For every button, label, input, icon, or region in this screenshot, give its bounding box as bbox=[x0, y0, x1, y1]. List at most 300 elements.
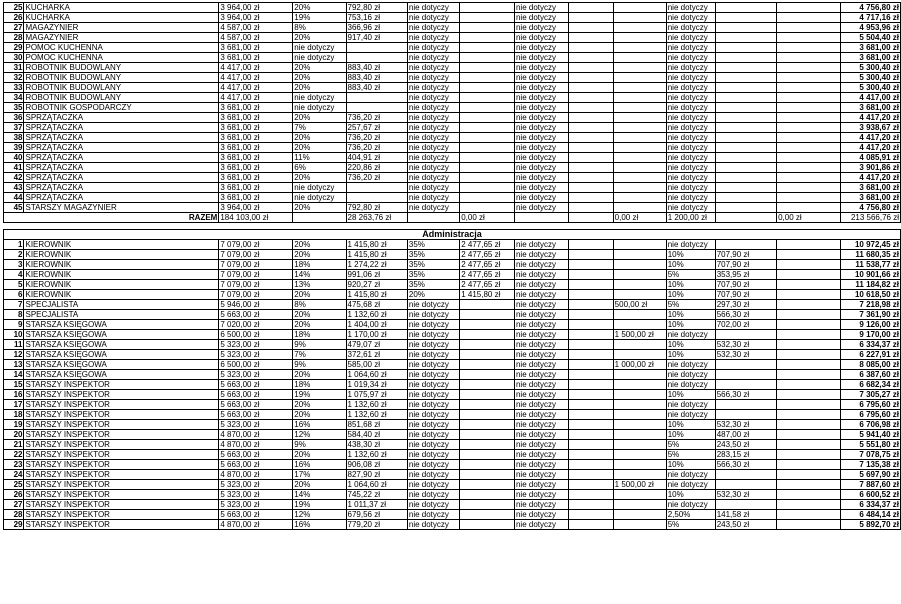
table-cell bbox=[715, 173, 776, 183]
table-cell bbox=[569, 430, 614, 440]
job-title: MAGAZYNIER bbox=[24, 33, 219, 43]
table-cell: nie dotyczy bbox=[666, 163, 715, 173]
table-cell: 7% bbox=[293, 350, 346, 360]
row-number: 8 bbox=[4, 310, 24, 320]
table-cell bbox=[346, 103, 407, 113]
table-cell: 10% bbox=[666, 460, 715, 470]
job-title: SPRZĄTACZKA bbox=[24, 143, 219, 153]
table-cell: nie dotyczy bbox=[407, 380, 459, 390]
job-title: ROBOTNIK GOSPODARCZY bbox=[24, 103, 219, 113]
job-title: SPECJALISTA bbox=[24, 300, 219, 310]
table-cell: 9% bbox=[293, 360, 346, 370]
upper-section-rows bbox=[4, 3, 901, 213]
table-cell: nie dotyczy bbox=[514, 63, 568, 73]
table-cell: 5 323,00 zł bbox=[219, 370, 293, 380]
table-cell: nie dotyczy bbox=[514, 250, 568, 260]
table-row bbox=[4, 53, 901, 63]
table-cell bbox=[613, 250, 666, 260]
table-cell: 220,86 zł bbox=[346, 163, 407, 173]
row-total: 4 417,20 zł bbox=[840, 173, 900, 183]
table-cell: 827,90 zł bbox=[346, 470, 407, 480]
row-total: 7 078,75 zł bbox=[840, 450, 900, 460]
table-cell bbox=[613, 400, 666, 410]
table-cell: nie dotyczy bbox=[514, 440, 568, 450]
job-title: KUCHARKA bbox=[24, 3, 219, 13]
table-cell bbox=[715, 13, 776, 23]
table-cell: nie dotyczy bbox=[514, 270, 568, 280]
table-cell-empty bbox=[777, 350, 840, 360]
table-cell bbox=[460, 320, 515, 330]
table-cell bbox=[460, 193, 515, 203]
table-cell: 883,40 zł bbox=[346, 83, 407, 93]
table-cell bbox=[715, 183, 776, 193]
table-cell: 20% bbox=[407, 290, 459, 300]
table-row bbox=[4, 370, 901, 380]
table-cell: 366,96 zł bbox=[346, 23, 407, 33]
table-cell: nie dotyczy bbox=[407, 43, 459, 53]
table-cell: 3 681,00 zł bbox=[219, 173, 293, 183]
table-cell-empty bbox=[777, 260, 840, 270]
table-cell: 3 964,00 zł bbox=[219, 3, 293, 13]
table-cell: 3 964,00 zł bbox=[219, 203, 293, 213]
table-cell: 20% bbox=[293, 410, 346, 420]
razem-c11-sum: 1 200,00 zł bbox=[666, 213, 715, 223]
table-row bbox=[4, 440, 901, 450]
table-cell-empty bbox=[777, 183, 840, 193]
table-cell bbox=[569, 420, 614, 430]
table-cell bbox=[569, 390, 614, 400]
table-row bbox=[4, 103, 901, 113]
table-cell: nie dotyczy bbox=[407, 430, 459, 440]
table-cell bbox=[460, 133, 515, 143]
table-cell: 2 477,65 zł bbox=[460, 280, 515, 290]
table-row bbox=[4, 320, 901, 330]
table-cell: nie dotyczy bbox=[514, 83, 568, 93]
table-cell: nie dotyczy bbox=[666, 330, 715, 340]
job-title: KIEROWNIK bbox=[24, 280, 219, 290]
table-cell: nie dotyczy bbox=[514, 450, 568, 460]
table-cell: 707,90 zł bbox=[715, 280, 776, 290]
job-title: STARSZA KSIĘGOWA bbox=[24, 320, 219, 330]
table-cell: nie dotyczy bbox=[407, 320, 459, 330]
table-cell: nie dotyczy bbox=[514, 73, 568, 83]
table-cell-empty bbox=[777, 23, 840, 33]
job-title: KIEROWNIK bbox=[24, 240, 219, 250]
table-cell: 584,40 zł bbox=[346, 430, 407, 440]
table-cell: nie dotyczy bbox=[514, 280, 568, 290]
table-cell: nie dotyczy bbox=[666, 173, 715, 183]
row-number: 3 bbox=[4, 260, 24, 270]
row-total: 6 387,60 zł bbox=[840, 370, 900, 380]
table-cell-empty bbox=[777, 450, 840, 460]
table-cell: 243,50 zł bbox=[715, 440, 776, 450]
table-cell: 991,06 zł bbox=[346, 270, 407, 280]
table-row bbox=[4, 3, 901, 13]
table-cell bbox=[715, 53, 776, 63]
job-title: STARSZA KSIĘGOWA bbox=[24, 340, 219, 350]
table-cell: nie dotyczy bbox=[666, 153, 715, 163]
table-cell: nie dotyczy bbox=[514, 173, 568, 183]
table-cell: 1 500,00 zł bbox=[613, 480, 666, 490]
table-cell: 1 415,80 zł bbox=[346, 290, 407, 300]
table-cell: nie dotyczy bbox=[514, 93, 568, 103]
table-cell: nie dotyczy bbox=[407, 390, 459, 400]
row-total: 3 901,86 zł bbox=[840, 163, 900, 173]
table-cell-empty bbox=[777, 280, 840, 290]
row-total: 7 135,38 zł bbox=[840, 460, 900, 470]
table-cell: nie dotyczy bbox=[514, 240, 568, 250]
table-cell: nie dotyczy bbox=[407, 500, 459, 510]
table-cell: 883,40 zł bbox=[346, 63, 407, 73]
table-cell: 917,40 zł bbox=[346, 33, 407, 43]
table-cell bbox=[460, 3, 515, 13]
table-cell: 8% bbox=[293, 23, 346, 33]
table-cell: 1 274,22 zł bbox=[346, 260, 407, 270]
table-cell bbox=[715, 133, 776, 143]
table-row bbox=[4, 290, 901, 300]
job-title: SPRZĄTACZKA bbox=[24, 113, 219, 123]
table-cell: nie dotyczy bbox=[666, 13, 715, 23]
table-cell: 5 323,00 zł bbox=[219, 500, 293, 510]
table-cell bbox=[460, 203, 515, 213]
table-cell: nie dotyczy bbox=[407, 133, 459, 143]
table-cell bbox=[613, 123, 666, 133]
row-number: 22 bbox=[4, 450, 24, 460]
row-number: 27 bbox=[4, 500, 24, 510]
table-cell: 5 663,00 zł bbox=[219, 380, 293, 390]
row-total: 7 887,60 zł bbox=[840, 480, 900, 490]
table-cell: 20% bbox=[293, 310, 346, 320]
table-cell bbox=[715, 3, 776, 13]
table-cell: 7 079,00 zł bbox=[219, 250, 293, 260]
table-cell bbox=[569, 240, 614, 250]
table-cell: nie dotyczy bbox=[407, 13, 459, 23]
table-cell: nie dotyczy bbox=[514, 430, 568, 440]
table-cell-empty bbox=[777, 53, 840, 63]
table-cell: nie dotyczy bbox=[407, 203, 459, 213]
table-cell: nie dotyczy bbox=[514, 460, 568, 470]
table-row bbox=[4, 113, 901, 123]
job-title: STARSZY INSPEKTOR bbox=[24, 470, 219, 480]
row-number: 6 bbox=[4, 290, 24, 300]
table-cell: 8% bbox=[293, 300, 346, 310]
job-title: POMOC KUCHENNA bbox=[24, 43, 219, 53]
table-cell: 6% bbox=[293, 163, 346, 173]
table-cell bbox=[715, 113, 776, 123]
table-cell: 5 663,00 zł bbox=[219, 400, 293, 410]
table-cell: nie dotyczy bbox=[407, 123, 459, 133]
table-cell bbox=[346, 183, 407, 193]
table-cell bbox=[569, 93, 614, 103]
table-cell: 7 079,00 zł bbox=[219, 260, 293, 270]
table-cell: 10% bbox=[666, 280, 715, 290]
table-cell: 18% bbox=[293, 260, 346, 270]
table-row bbox=[4, 380, 901, 390]
table-cell bbox=[613, 270, 666, 280]
table-cell: nie dotyczy bbox=[514, 390, 568, 400]
table-cell: nie dotyczy bbox=[293, 43, 346, 53]
table-cell bbox=[460, 310, 515, 320]
row-total: 6 334,37 zł bbox=[840, 340, 900, 350]
table-row bbox=[4, 73, 901, 83]
table-cell: nie dotyczy bbox=[293, 193, 346, 203]
table-row bbox=[4, 450, 901, 460]
table-cell bbox=[460, 113, 515, 123]
table-cell-empty bbox=[777, 440, 840, 450]
job-title: STARSZY INSPEKTOR bbox=[24, 500, 219, 510]
table-cell: nie dotyczy bbox=[666, 203, 715, 213]
table-cell bbox=[613, 3, 666, 13]
table-cell bbox=[569, 350, 614, 360]
table-cell: nie dotyczy bbox=[514, 520, 568, 530]
table-cell: nie dotyczy bbox=[514, 470, 568, 480]
table-cell bbox=[460, 153, 515, 163]
row-number: 41 bbox=[4, 163, 24, 173]
table-row bbox=[4, 500, 901, 510]
row-total: 6 334,37 zł bbox=[840, 500, 900, 510]
table-row bbox=[4, 520, 901, 530]
table-cell: 4 417,00 zł bbox=[219, 73, 293, 83]
table-cell bbox=[569, 280, 614, 290]
row-number: 19 bbox=[4, 420, 24, 430]
table-cell: 679,56 zł bbox=[346, 510, 407, 520]
row-number: 37 bbox=[4, 123, 24, 133]
row-total: 7 218,98 zł bbox=[840, 300, 900, 310]
table-cell: 736,20 zł bbox=[346, 113, 407, 123]
table-cell bbox=[460, 360, 515, 370]
table-cell-empty bbox=[777, 510, 840, 520]
table-cell bbox=[460, 480, 515, 490]
row-total: 5 697,90 zł bbox=[840, 470, 900, 480]
table-cell bbox=[613, 320, 666, 330]
table-cell: 20% bbox=[293, 83, 346, 93]
table-cell: 3 964,00 zł bbox=[219, 13, 293, 23]
table-cell: 4 587,00 zł bbox=[219, 23, 293, 33]
table-cell: nie dotyczy bbox=[407, 33, 459, 43]
row-number: 43 bbox=[4, 183, 24, 193]
row-total: 4 085,91 zł bbox=[840, 153, 900, 163]
table-cell: nie dotyczy bbox=[666, 93, 715, 103]
job-title: SPRZĄTACZKA bbox=[24, 193, 219, 203]
row-number: 30 bbox=[4, 53, 24, 63]
table-cell: 792,80 zł bbox=[346, 3, 407, 13]
table-cell: nie dotyczy bbox=[407, 113, 459, 123]
table-cell: 20% bbox=[293, 240, 346, 250]
job-title: STARSZY INSPEKTOR bbox=[24, 510, 219, 520]
table-cell: 7% bbox=[293, 123, 346, 133]
table-cell: nie dotyczy bbox=[407, 73, 459, 83]
table-cell-empty bbox=[777, 73, 840, 83]
table-cell bbox=[569, 153, 614, 163]
table-cell: 5 323,00 zł bbox=[219, 350, 293, 360]
table-cell bbox=[613, 370, 666, 380]
table-cell: 5 323,00 zł bbox=[219, 420, 293, 430]
table-cell bbox=[460, 390, 515, 400]
table-cell: nie dotyczy bbox=[293, 103, 346, 113]
table-cell bbox=[569, 490, 614, 500]
table-cell bbox=[460, 163, 515, 173]
table-cell bbox=[460, 450, 515, 460]
razem-total: 213 566,76 zł bbox=[840, 213, 900, 223]
table-cell: 1 170,00 zł bbox=[346, 330, 407, 340]
table-cell bbox=[613, 183, 666, 193]
table-row bbox=[4, 240, 901, 250]
table-cell bbox=[569, 43, 614, 53]
table-cell: nie dotyczy bbox=[407, 450, 459, 460]
table-row bbox=[4, 133, 901, 143]
job-title: SPECJALISTA bbox=[24, 310, 219, 320]
salary-table bbox=[3, 2, 901, 530]
table-cell: nie dotyczy bbox=[514, 53, 568, 63]
table-cell: 12% bbox=[293, 430, 346, 440]
job-title: ROBOTNIK BUDOWLANY bbox=[24, 93, 219, 103]
table-cell bbox=[715, 73, 776, 83]
table-cell-empty bbox=[777, 163, 840, 173]
table-cell bbox=[346, 93, 407, 103]
table-cell: 353,95 zł bbox=[715, 270, 776, 280]
table-cell: 14% bbox=[293, 490, 346, 500]
row-total: 7 305,27 zł bbox=[840, 390, 900, 400]
table-cell: 10% bbox=[666, 490, 715, 500]
table-cell bbox=[569, 53, 614, 63]
table-cell: nie dotyczy bbox=[514, 33, 568, 43]
table-cell: 10% bbox=[666, 430, 715, 440]
table-cell: 12% bbox=[293, 510, 346, 520]
table-cell: 500,00 zł bbox=[613, 300, 666, 310]
table-cell bbox=[715, 500, 776, 510]
table-cell bbox=[715, 33, 776, 43]
row-number: 2 bbox=[4, 250, 24, 260]
table-cell: 20% bbox=[293, 203, 346, 213]
table-cell: 20% bbox=[293, 133, 346, 143]
table-cell: nie dotyczy bbox=[407, 163, 459, 173]
table-cell: nie dotyczy bbox=[514, 300, 568, 310]
table-cell: 20% bbox=[293, 320, 346, 330]
table-cell: 1 415,80 zł bbox=[460, 290, 515, 300]
table-cell: 17% bbox=[293, 470, 346, 480]
row-total: 5 551,80 zł bbox=[840, 440, 900, 450]
table-cell: 702,00 zł bbox=[715, 320, 776, 330]
razem-base-sum: 184 103,00 zł bbox=[219, 213, 293, 223]
table-cell: 141,58 zł bbox=[715, 510, 776, 520]
table-cell: 5% bbox=[666, 440, 715, 450]
table-cell: 4 870,00 zł bbox=[219, 440, 293, 450]
table-cell: 283,15 zł bbox=[715, 450, 776, 460]
table-row bbox=[4, 360, 901, 370]
table-row bbox=[4, 390, 901, 400]
table-cell bbox=[613, 173, 666, 183]
row-number: 31 bbox=[4, 63, 24, 73]
table-cell: nie dotyczy bbox=[407, 143, 459, 153]
razem-row bbox=[4, 213, 901, 223]
table-cell bbox=[569, 460, 614, 470]
row-total: 4 417,20 zł bbox=[840, 143, 900, 153]
razem-section bbox=[4, 213, 901, 240]
job-title: SPRZĄTACZKA bbox=[24, 183, 219, 193]
table-cell bbox=[715, 23, 776, 33]
table-cell: nie dotyczy bbox=[407, 470, 459, 480]
table-cell: 19% bbox=[293, 500, 346, 510]
table-cell bbox=[613, 33, 666, 43]
row-number: 25 bbox=[4, 3, 24, 13]
table-cell bbox=[715, 63, 776, 73]
table-cell: 5% bbox=[666, 270, 715, 280]
row-total: 6 682,34 zł bbox=[840, 380, 900, 390]
table-cell bbox=[613, 93, 666, 103]
table-cell: 3 681,00 zł bbox=[219, 113, 293, 123]
table-cell bbox=[346, 193, 407, 203]
table-cell-empty bbox=[777, 123, 840, 133]
table-cell: 6 500,00 zł bbox=[219, 330, 293, 340]
table-cell: nie dotyczy bbox=[407, 490, 459, 500]
table-cell: nie dotyczy bbox=[514, 43, 568, 53]
table-cell bbox=[460, 23, 515, 33]
table-cell-empty bbox=[777, 300, 840, 310]
razem-seniority-sum: 28 263,76 zł bbox=[346, 213, 407, 223]
table-cell: nie dotyczy bbox=[666, 23, 715, 33]
table-cell bbox=[613, 153, 666, 163]
table-cell bbox=[569, 380, 614, 390]
table-cell bbox=[613, 420, 666, 430]
row-total: 6 227,91 zł bbox=[840, 350, 900, 360]
table-cell bbox=[715, 470, 776, 480]
table-cell-empty bbox=[777, 370, 840, 380]
row-number: 11 bbox=[4, 340, 24, 350]
table-cell: 18% bbox=[293, 380, 346, 390]
row-number: 12 bbox=[4, 350, 24, 360]
table-cell: 35% bbox=[407, 270, 459, 280]
table-cell: 1 019,34 zł bbox=[346, 380, 407, 390]
table-cell: nie dotyczy bbox=[666, 83, 715, 93]
table-cell bbox=[569, 410, 614, 420]
admin-section-rows bbox=[4, 240, 901, 530]
table-cell bbox=[715, 43, 776, 53]
row-total: 6 795,60 zł bbox=[840, 410, 900, 420]
table-cell: 16% bbox=[293, 520, 346, 530]
table-cell: nie dotyczy bbox=[666, 410, 715, 420]
table-cell: nie dotyczy bbox=[407, 3, 459, 13]
table-cell bbox=[613, 430, 666, 440]
table-cell: nie dotyczy bbox=[407, 310, 459, 320]
table-cell: nie dotyczy bbox=[407, 83, 459, 93]
table-cell bbox=[460, 340, 515, 350]
table-cell bbox=[613, 240, 666, 250]
table-row bbox=[4, 350, 901, 360]
job-title: ROBOTNIK BUDOWLANY bbox=[24, 73, 219, 83]
table-cell bbox=[715, 123, 776, 133]
table-row bbox=[4, 480, 901, 490]
table-row bbox=[4, 410, 901, 420]
table-cell-empty bbox=[777, 3, 840, 13]
row-number: 29 bbox=[4, 43, 24, 53]
table-cell bbox=[460, 53, 515, 63]
table-cell: 4 870,00 zł bbox=[219, 520, 293, 530]
job-title: STARSZY INSPEKTOR bbox=[24, 490, 219, 500]
table-cell bbox=[569, 300, 614, 310]
table-cell bbox=[613, 310, 666, 320]
table-cell: 5 663,00 zł bbox=[219, 450, 293, 460]
table-cell: nie dotyczy bbox=[407, 520, 459, 530]
job-title: KIEROWNIK bbox=[24, 260, 219, 270]
table-cell: nie dotyczy bbox=[666, 43, 715, 53]
table-cell: nie dotyczy bbox=[407, 183, 459, 193]
table-cell bbox=[613, 133, 666, 143]
row-number: 16 bbox=[4, 390, 24, 400]
table-cell: nie dotyczy bbox=[407, 53, 459, 63]
table-cell-empty bbox=[777, 480, 840, 490]
table-cell bbox=[569, 203, 614, 213]
table-cell: 10% bbox=[666, 350, 715, 360]
